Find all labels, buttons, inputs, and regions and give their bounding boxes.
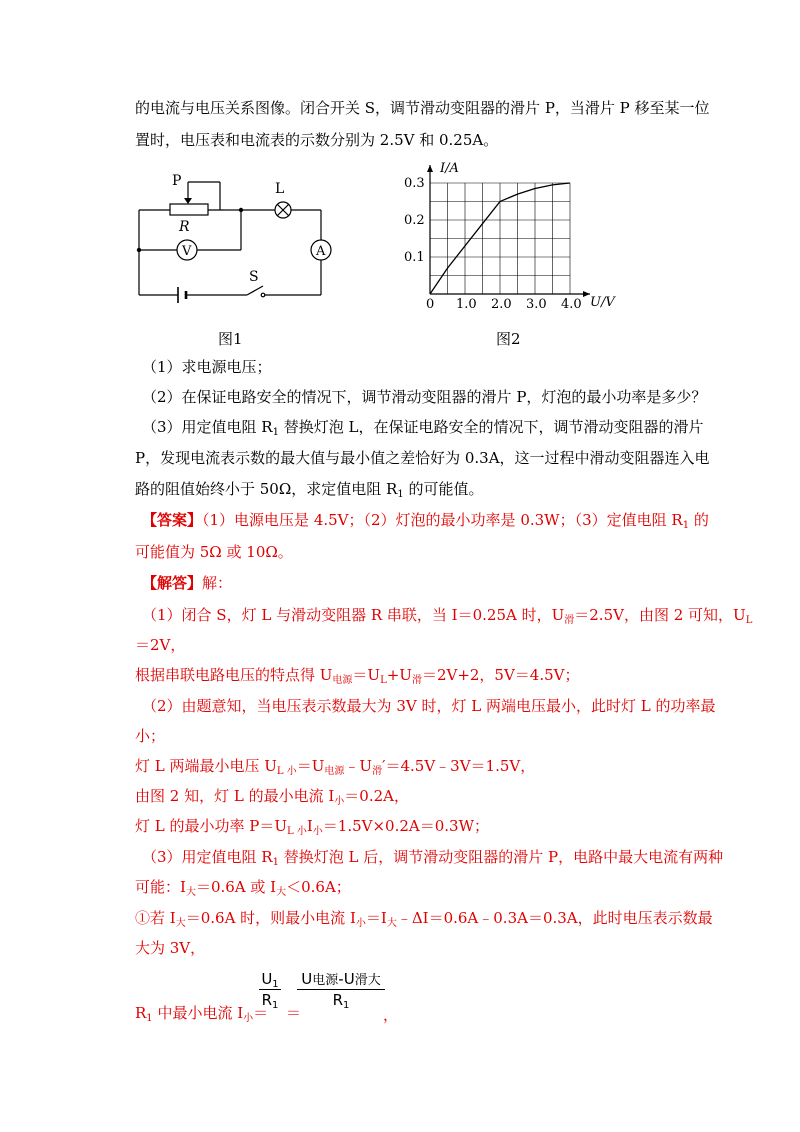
ammeter-label: A <box>316 244 326 259</box>
fraction-voltage-over-r1: U电源-U滑大 $R_1$ <box>297 970 385 1009</box>
answer-line-2: 可能值为 5Ω 或 10Ω。 <box>135 543 293 561</box>
x-tick-label: 1.0 <box>456 297 477 312</box>
solution-3-line-2: 可能：$I_大=0.6A$ 或 $I_大<0.6A$； <box>135 878 351 898</box>
x-axis-arrow <box>583 291 590 297</box>
figure-2-caption: 图2 <box>496 330 521 348</box>
x-tick-label: 3.0 <box>526 297 547 312</box>
y-axis-label: I/A <box>440 161 459 176</box>
intro-line-1: 的电流与电压关系图像。闭合开关 S，调节滑动变阻器的滑片 P，当滑片 P 移至某一位 <box>135 99 710 117</box>
fraction-u1-over-r1: $U_1$ $R_1$ <box>259 970 281 1009</box>
origin-label: 0 <box>426 297 435 312</box>
iu-chart <box>400 150 640 320</box>
label-l: L <box>275 181 285 197</box>
circuit-diagram <box>125 165 355 315</box>
x-axis-label: U/V <box>590 295 615 310</box>
y-tick-label: 0.1 <box>404 250 425 265</box>
question-3-line-2: P，发现电流表示数的最大值与最小值之差恰好为 0.3A，这一过程中滑动变阻器连入电 <box>135 449 710 467</box>
solution-3-line-1: （3）用定值电阻 $R_1$ 替换灯泡 L 后，调节滑动变阻器的滑片 P，电路中最大电流有两种 <box>142 848 724 868</box>
label-r: R <box>179 219 190 235</box>
solution-heading: 【解答】解： <box>142 574 233 592</box>
solution-2-line-1: （2）由题意知，当电压表示数最大为 3V 时，灯 L 两端电压最小，此时灯 L 的功率最 <box>142 697 716 715</box>
label-p: P <box>172 173 182 189</box>
rheostat-resistor <box>170 204 208 215</box>
solution-2-line-3: 灯 L 两端最小电压 $U_{L 小}=U_{电源}﹣U_滑'=4.5V﹣3V=1.5V$， <box>135 757 536 777</box>
solution-1-line-2: ＝2V， <box>135 636 186 654</box>
x-tick-label: 4.0 <box>561 297 582 312</box>
equals-sign: ＝ <box>286 1004 302 1022</box>
solution-2-line-5: 灯 L 的最小功率 $P=U_{L 小}I_小=1.5V\times 0.2A=0.3W$； <box>135 817 489 837</box>
x-tick-label: 2.0 <box>491 297 512 312</box>
solution-1-line-1: （1）闭合 S，灯 L 与滑动变阻器 R 串联，当 I＝0.25A 时，$U_滑=2.5V$，由图 2 可知，$U_L$ <box>142 606 753 626</box>
trailing-comma: ， <box>383 1006 399 1024</box>
voltmeter-label: V <box>182 244 192 259</box>
label-s: S <box>249 269 259 285</box>
solution-2-line-2: 小； <box>135 727 166 745</box>
y-tick-label: 0.3 <box>404 176 425 191</box>
solution-1-line-3: 根据串联电路电压的特点得 $U_{电源}=U_L+U_滑=2V+2$，5V＝4.5V； <box>135 666 580 686</box>
answer-line-1: 【答案】（1）电源电压是 4.5V；（2）灯泡的最小功率是 0.3W；（3）定值电阻 $R_1$ 的 <box>142 511 709 531</box>
solution-3-line-3: ①若 $I_大=0.6A$ 时，则最小电流 $I_小=I_大﹣\Delta I=0.6A﹣0.3A=0.3A$，此时电压表示数最 <box>135 909 713 929</box>
solution-3-line-4: 大为 3V， <box>135 939 206 957</box>
question-3-line-3: 路的阻值始终小于 50Ω，求定值电阻 $R_1$ 的可能值。 <box>135 480 484 500</box>
y-tick-label: 0.2 <box>404 213 425 228</box>
question-3-line-1: （3）用定值电阻 $R_1$ 替换灯泡 L，在保证电路安全的情况下，调节滑动变阻器的滑片 <box>142 418 704 438</box>
question-1: （1）求电源电压； <box>142 358 272 376</box>
y-axis-arrow <box>427 165 433 172</box>
figure-1-caption: 图1 <box>218 330 243 348</box>
intro-line-2: 置时，电压表和电流表的示数分别为 2.5V 和 0.25A。 <box>135 131 499 149</box>
question-2: （2）在保证电路安全的情况下，调节滑动变阻器的滑片 P，灯泡的最小功率是多少？ <box>142 388 707 406</box>
solution-3-line-5: $R_1$ 中最小电流 $I_小=$ <box>135 1004 269 1024</box>
solution-2-line-4: 由图 2 知，灯 L 的最小电流 $I_小=0.2A$， <box>135 787 409 807</box>
